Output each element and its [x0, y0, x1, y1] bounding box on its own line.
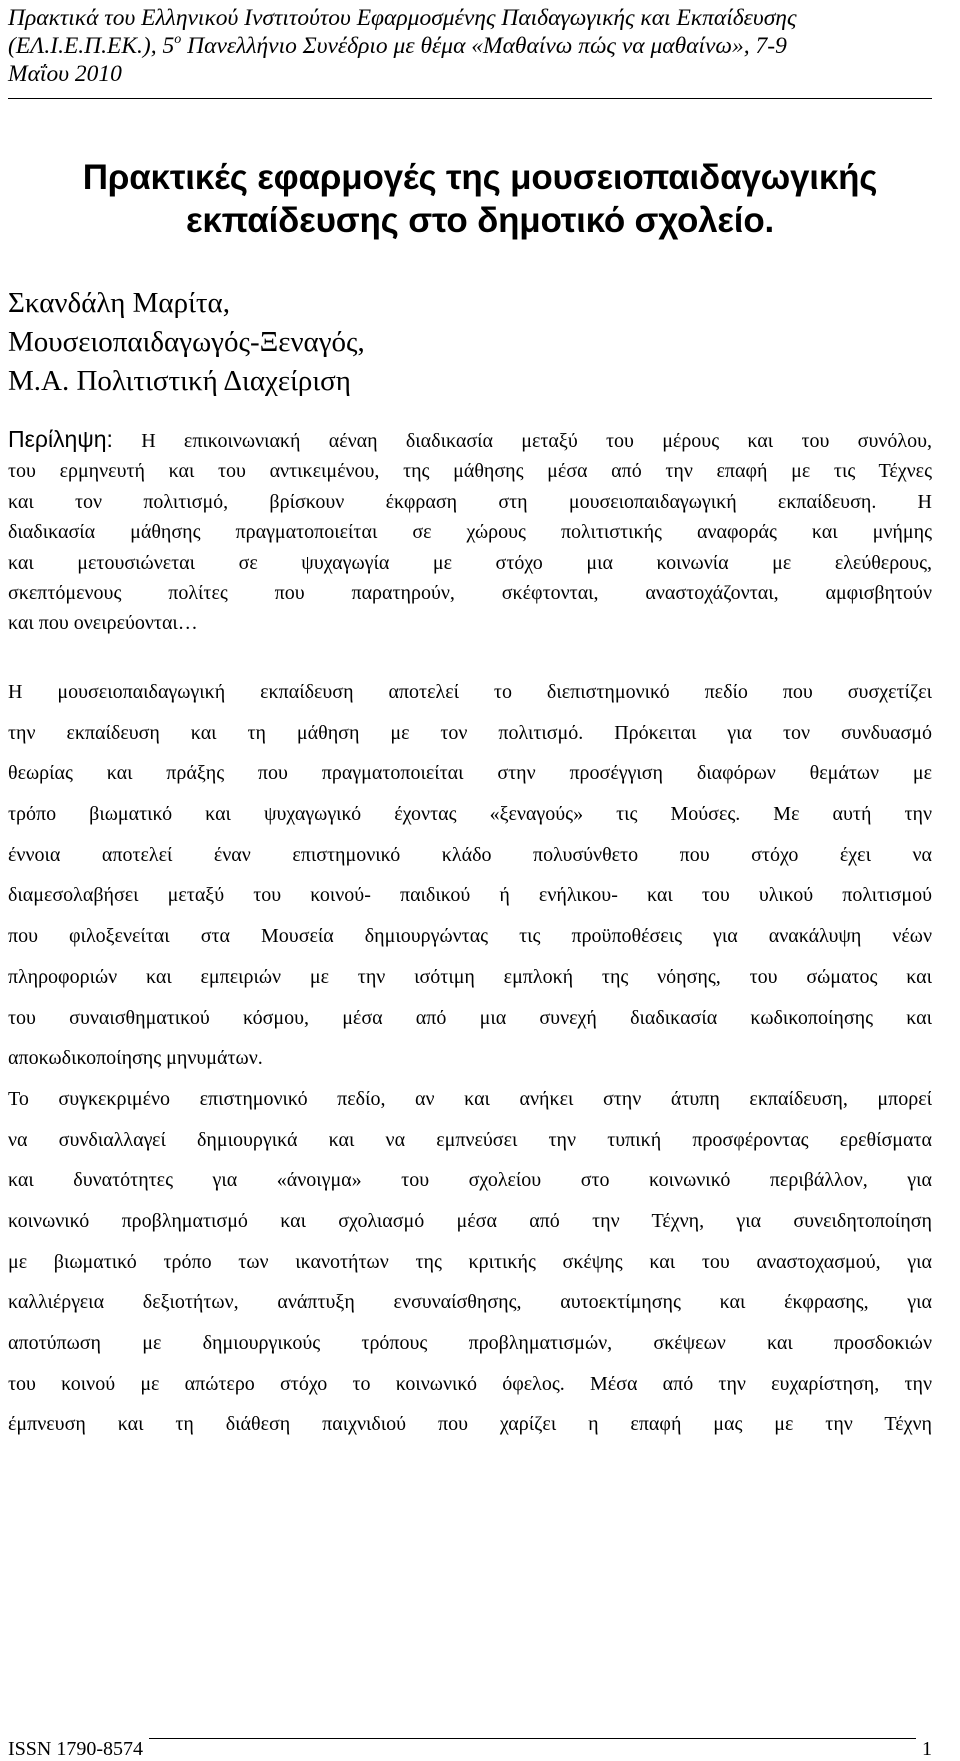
paragraph-line: να συνδιαλλαγεί δημιουργικά και να εμπνεύσει την τυπική προσφέροντας ερεθίσματα — [8, 1128, 932, 1151]
paragraph-line: καλλιέργεια δεξιοτήτων, ανάπτυξη ενσυναίσθησης, αυτοεκτίμησης και έκφρασης, για — [8, 1291, 932, 1314]
author-name: Σκανδάλη Μαρίτα, — [8, 287, 230, 319]
paragraph-line: έννοια αποτελεί έναν επιστημονικό κλάδο πολυσύνθετο που στόχο έχει να — [8, 843, 932, 866]
paragraph-line: διαμεσολαβήσει μεταξύ του κοινού- παιδικού ή ενήλικου- και του υλικού πολιτισμού — [8, 884, 932, 907]
author-degree: Μ.Α. Πολιτιστική Διαχείριση — [8, 365, 351, 397]
footer-issn: ISSN 1790-8574 — [8, 1737, 149, 1761]
paragraph-line: του συναισθηματικού κόσμου, μέσα από μια συνεχή διαδικασία κωδικοποίησης και — [8, 1006, 932, 1029]
paragraph-line: και δυνατότητες για «άνοιγμα» του σχολείου στο κοινωνικό περιβάλλον, για — [8, 1169, 932, 1192]
running-header-line-2-start: (ΕΛ.Ι.Ε.Π.ΕΚ.), 5 — [8, 33, 175, 59]
paper-title-line-2: εκπαίδευσης στο δημοτικό σχολείο. — [185, 201, 775, 240]
paragraph-line: Η μουσειοπαιδαγωγική εκπαίδευση αποτελεί το διεπιστημονικό πεδίο που συσχετίζει — [8, 681, 932, 703]
paragraph-line: πληροφοριών και εμπειριών με την ισότιμη εμπλοκή της νόησης, του σώματος και — [8, 965, 932, 988]
abstract-line: και που ονειρεύονται… — [8, 612, 198, 635]
abstract-line: του ερμηνευτή και του αντικειμένου, της μάθησης μέσα από την επαφή με τις Τέχνες — [8, 460, 932, 483]
paragraph-line: τρόπο βιωματικό και ψυχαγωγικό έχοντας «ξεναγούς» τις Μούσες. Με αυτή την — [8, 803, 932, 826]
running-header — [8, 4, 938, 88]
paragraph-line: που φιλοξενείται στα Μουσεία δημιουργώντας τις προϋποθέσεις για ανακάλυψη νέων — [8, 925, 932, 948]
abstract-line: διαδικασία μάθησης πραγματοποιείται σε χώρους πολιτιστικής αναφοράς και μνήμης — [8, 521, 932, 544]
running-header-line-2-end: Πανελλήνιο Συνέδριο με θέμα «Μαθαίνω πώς να μαθαίνω», 7-9 — [181, 33, 787, 59]
paragraph-line: με βιωματικό τρόπο των ικανοτήτων της κριτικής σκέψης και του αναστοχασμού, για — [8, 1250, 932, 1273]
abstract — [8, 424, 932, 639]
paragraph-line: αποτύπωση με δημιουργικούς τρόπους προβληματισμών, σκέψεων και προσδοκιών — [8, 1332, 932, 1354]
abstract-label: Περίληψη: — [8, 426, 113, 452]
abstract-line: και μετουσιώνεται σε ψυχαγωγία με στόχο μια κοινωνία με ελεύθερους, — [8, 551, 932, 574]
paragraph-2 — [8, 1079, 932, 1445]
paragraph-line: του κοινού με απώτερο στόχο το κοινωνικό όφελος. Μέσα από την ευχαρίστηση, την — [8, 1372, 932, 1395]
running-header-line-2 — [8, 32, 938, 60]
paper-title — [50, 156, 910, 242]
paragraph-1 — [8, 672, 932, 1079]
paper-title-line-1: Πρακτικές εφαρμογές της μουσειοπαιδαγωγικής — [82, 158, 878, 197]
abstract-line-text: Η επικοινωνιακή αέναη διαδικασία μεταξύ του μέρους και του συνόλου, — [112, 430, 932, 452]
paragraph-line: την εκπαίδευση και τη μάθηση με τον πολιτισμό. Πρόκειται για τον συνδυασμό — [8, 721, 932, 744]
author-block — [8, 284, 365, 401]
abstract-line: και τον πολιτισμό, βρίσκουν έκφραση στη μουσειοπαιδαγωγική εκπαίδευση. Η — [8, 490, 932, 513]
paragraph-line: θεωρίας και πράξης που πραγματοποιείται στην προσέγγιση διαφόρων θεμάτων με — [8, 762, 932, 785]
abstract-line — [8, 424, 932, 456]
paragraph-line: Το συγκεκριμένο επιστημονικό πεδίο, αν και ανήκει στην άτυπη εκπαίδευση, μπορεί — [8, 1087, 932, 1110]
paragraph-line: κοινωνικό προβληματισμό και σχολιασμό μέσα από την Τέχνη, για συνειδητοποίηση — [8, 1209, 932, 1232]
paragraph-line: έμπνευση και τη διάθεση παιχνιδιού που χαρίζει η επαφή μας με την Τέχνη — [8, 1413, 932, 1436]
header-divider — [8, 98, 932, 99]
ordinal-superscript: ο — [174, 32, 182, 48]
paragraph-line: αποκωδικοποίησης μηνυμάτων. — [8, 1047, 263, 1070]
running-header-line-3: Μαΐου 2010 — [8, 61, 122, 87]
body-text — [8, 672, 932, 1445]
author-role: Μουσειοπαιδαγωγός-Ξεναγός, — [8, 326, 365, 358]
abstract-line: σκεπτόμενους πολίτες που παρατηρούν, σκέφτονται, αναστοχάζονται, αμφισβητούν — [8, 582, 932, 605]
page-number: 1 — [916, 1737, 932, 1761]
running-header-line-1: Πρακτικά του Ελληνικού Ινστιτούτου Εφαρμοσμένης Παιδαγωγικής και Εκπαίδευσης — [8, 5, 797, 31]
